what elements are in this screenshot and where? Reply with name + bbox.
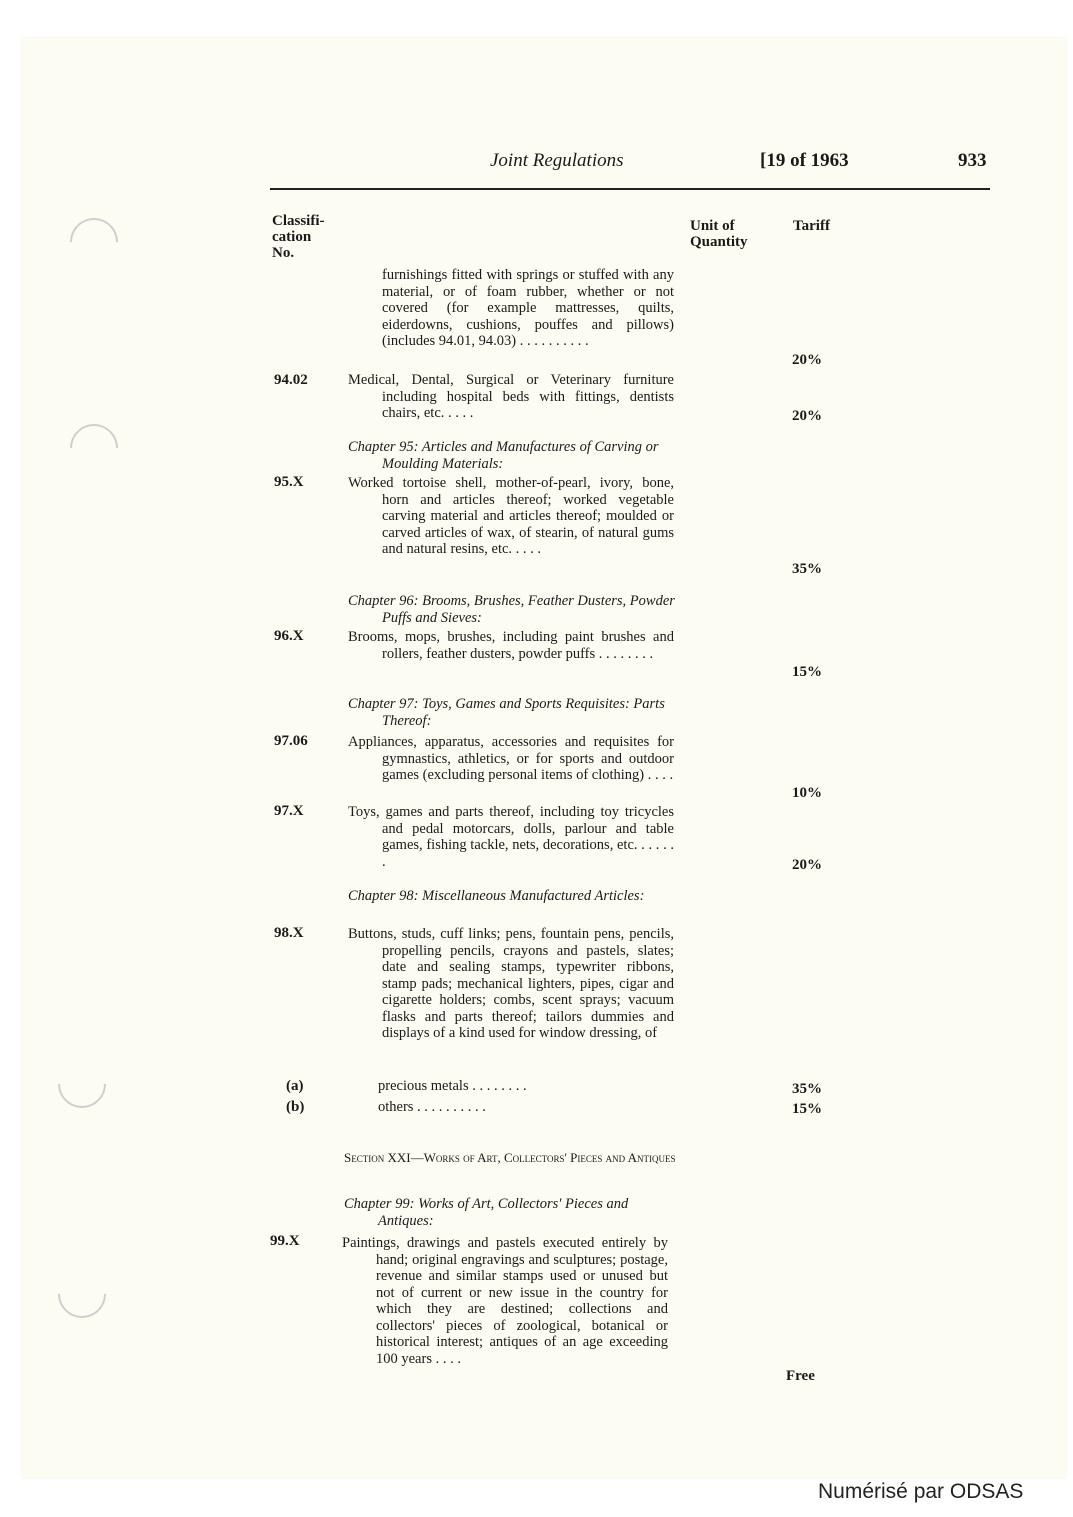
act-reference: [19 of 1963 (760, 150, 849, 171)
classification-number: 99.X (270, 1233, 300, 1249)
tariff-value: Free (786, 1368, 815, 1384)
header-rule (270, 188, 990, 190)
tariff-value: 20% (792, 857, 822, 873)
tariff-value: 15% (792, 664, 822, 680)
classification-number: 95.X (274, 474, 304, 490)
entry-description: Toys, games and parts thereof, including toy tricycles and pedal motorcars, dolls, parlour and table games, fishing tackle, nets, decorations, etc. . . . . . . (348, 804, 674, 870)
tariff-value: 35% (792, 1081, 822, 1097)
digitization-credit: Numérisé par ODSAS (818, 1480, 1024, 1503)
entry-description: Medical, Dental, Surgical or Veterinary furniture including hospital beds with fittings, dentists chairs, etc. . . . . (348, 372, 674, 421)
column-head-classification: Classifi- cation No. (272, 213, 325, 261)
entry-description: Brooms, mops, brushes, including paint brushes and rollers, feather dusters, powder puffs . . . . . . . . (348, 629, 674, 662)
tariff-value: 10% (792, 785, 822, 801)
entry-description: Appliances, apparatus, accessories and requisites for gymnastics, athletics, or for sports and outdoor games (excluding personal items of clothing) . . . . (348, 734, 674, 783)
tariff-value: 20% (792, 408, 822, 424)
entry-description: precious metals . . . . . . . . (378, 1078, 527, 1094)
tariff-value: 15% (792, 1101, 822, 1117)
classification-number: 94.02 (274, 372, 308, 388)
chapter-heading: Chapter 96: Brooms, Brushes, Feather Dusters, Powder Puffs and Sieves: (348, 593, 675, 626)
running-title: Joint Regulations (490, 150, 624, 171)
chapter-heading: Chapter 97: Toys, Games and Sports Requisites: Parts Thereof: (348, 696, 665, 729)
entry-description: Paintings, drawings and pastels executed entirely by hand; original engravings and sculptures; postage, revenue and similar stamps used or unused but not of current or new issue in the country for which they are destined; collections and collectors' pieces of zoological, botanical or historical interest; antiques of an age exceeding 100 years . . . . (342, 1235, 668, 1367)
sub-item-label: (a) (286, 1078, 304, 1094)
column-head-tariff: Tariff (793, 218, 830, 234)
classification-number: 96.X (274, 628, 304, 644)
chapter-heading: Chapter 95: Articles and Manufactures of Carving or Moulding Materials: (348, 439, 659, 472)
entry-description: furnishings fitted with springs or stuffed with any material, or of foam rubber, whether or not covered (for example mattresses, quilts, eiderdowns, cushions, pouffes and pillows) (includes 94.01, 94.03) . . . . . . . . . . (382, 267, 674, 349)
sub-item-label: (b) (286, 1099, 305, 1115)
chapter-heading: Chapter 98: Miscellaneous Manufactured Articles: (348, 888, 645, 904)
column-head-unit: Unit of Quantity (690, 218, 748, 250)
entry-description: Buttons, studs, cuff links; pens, fountain pens, pencils, propelling pencils, crayons and pastels, slates; date and sealing stamps, typewriter ribbons, stamp pads; mechanical lighters, pipes, cigar and cigarette holders; combs, scent sprays; vacuum flasks and parts thereof; tailors dummies and displays of a kind used for window dressing, of (348, 926, 674, 1041)
classification-number: 98.X (274, 925, 304, 941)
classification-number: 97.06 (274, 733, 308, 749)
section-heading: Section XXI—Works of Art, Collectors' Pieces and Antiques (344, 1150, 676, 1165)
tariff-value: 20% (792, 352, 822, 368)
page-number: 933 (958, 150, 987, 171)
classification-number: 97.X (274, 803, 304, 819)
chapter-heading: Chapter 99: Works of Art, Collectors' Pieces and Antiques: (344, 1196, 629, 1229)
tariff-value: 35% (792, 561, 822, 577)
entry-description: Worked tortoise shell, mother-of-pearl, ivory, bone, horn and articles thereof; worked vegetable carving material and articles thereof; moulded or carved articles of wax, of stearin, of natural gums and natural resins, etc. . . . . (348, 475, 674, 557)
entry-description: others . . . . . . . . . . (378, 1099, 486, 1115)
